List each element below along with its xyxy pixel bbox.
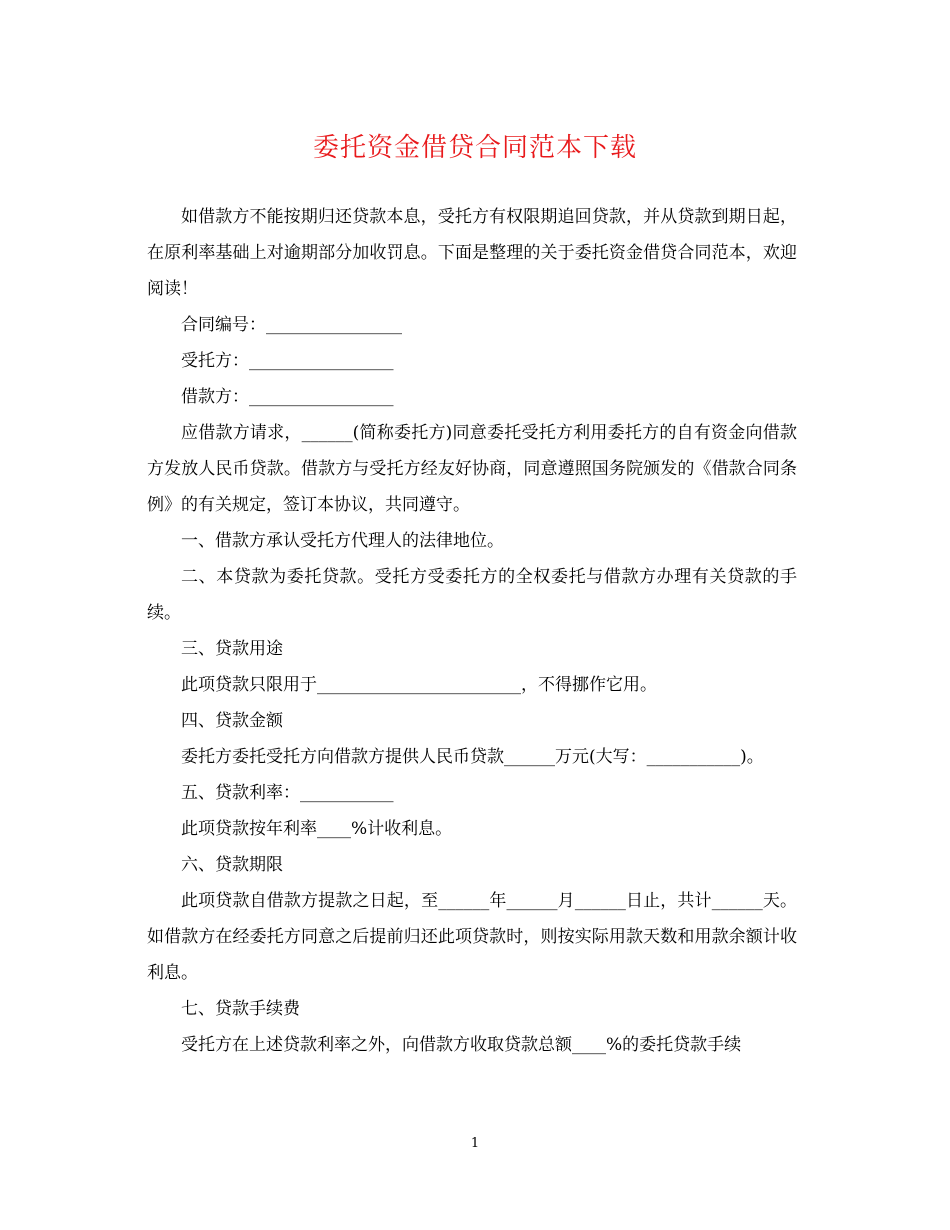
page-number: 1 bbox=[470, 1136, 480, 1151]
intro-paragraph: 如借款方不能按期归还贷款本息，受托方有权限期追回贷款，并从贷款到期日起，在原利率基础上对逾期部分加收罚息。下面是整理的关于委托资金借贷合同范本，欢迎阅读！ bbox=[147, 207, 797, 299]
preamble-paragraph: 应借款方请求，______(简称委托方)同意委托受托方利用委托方的自有资金向借款方发放人民币贷款。借款方与受托方经友好协商，同意遵照国务院颁发的《借款合同条例》的有关规定，签订本协议，共同遵守。 bbox=[147, 423, 797, 515]
fee-paragraph: 受托方在上述贷款利率之外，向借款方收取贷款总额____%的委托贷款手续 bbox=[181, 1035, 742, 1055]
section-heading-rate: 五、贷款利率：___________ bbox=[181, 783, 394, 803]
clause-1: 一、借款方承认受托方代理人的法律地位。 bbox=[181, 531, 504, 551]
borrower-line: 借款方：_________________ bbox=[181, 387, 394, 407]
clause-2: 二、本贷款为委托贷款。受托方受委托方的全权委托与借款方办理有关贷款的手续。 bbox=[147, 567, 797, 623]
purpose-paragraph: 此项贷款只限用于________________________，不得挪作它用。 bbox=[181, 675, 657, 695]
term-paragraph: 此项贷款自借款方提款之日起，至______年______月______日止，共计______天。如借款方在经委托方同意之后提前归还此项贷款时，则按实际用款天数和用款余额计收利息。 bbox=[147, 891, 797, 983]
document-title: 委托资金借贷合同范本下载 bbox=[312, 133, 637, 163]
section-heading-amount: 四、贷款金额 bbox=[181, 711, 283, 731]
amount-paragraph: 委托方委托受托方向借款方提供人民币贷款______万元(大写：___________)。 bbox=[181, 747, 764, 767]
section-heading-purpose: 三、贷款用途 bbox=[181, 639, 283, 659]
rate-paragraph: 此项贷款按年利率____%计收利息。 bbox=[181, 819, 453, 839]
section-heading-term: 六、贷款期限 bbox=[181, 855, 283, 875]
trustee-line: 受托方：_________________ bbox=[181, 351, 394, 371]
section-heading-fee: 七、贷款手续费 bbox=[181, 999, 300, 1019]
contract-number-line: 合同编号：________________ bbox=[181, 315, 402, 335]
document-body bbox=[147, 199, 797, 1063]
